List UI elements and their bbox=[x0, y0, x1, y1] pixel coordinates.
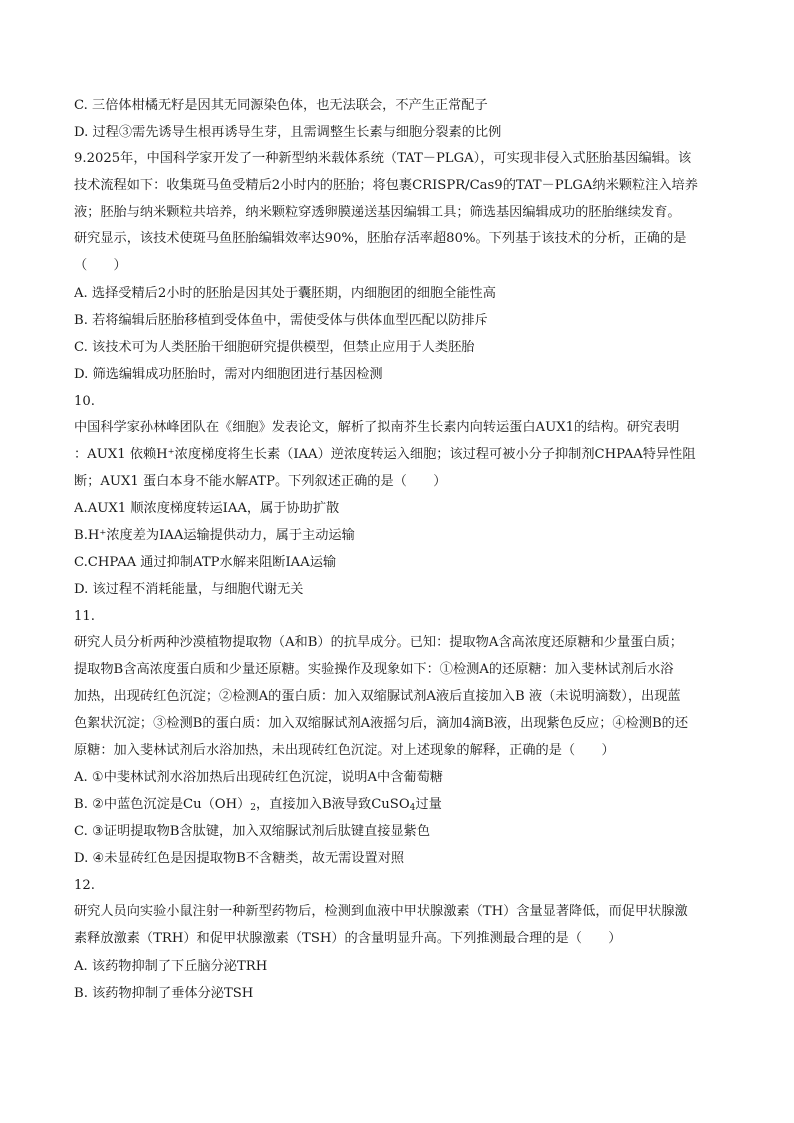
q12-option-b: B. 该药物抑制了垂体分泌TSH bbox=[74, 985, 254, 1001]
page-content bbox=[74, 92, 726, 1007]
q9-stem-line: 技术流程如下：收集斑马鱼受精后2小时内的胚胎；将包裹CRISPR/Cas9的TAT－PLGA纳米颗粒注入培养 bbox=[74, 177, 698, 193]
q12-number: 12. bbox=[74, 878, 95, 894]
q10-option-d: D. 该过程不消耗能量，与细胞代谢无关 bbox=[74, 582, 304, 598]
q10-option-a: A.AUX1 顺浓度梯度转运IAA，属于协助扩散 bbox=[74, 501, 340, 517]
q10-stem-line: ：AUX1 依赖H⁺浓度梯度将生长素（IAA）逆浓度转运入细胞；该过程可被小分子抑制剂CHPAA特异性阻 bbox=[74, 446, 696, 462]
q10-stem-line: 中国科学家孙林峰团队在《细胞》发表论文，解析了拟南芥生长素内向转运蛋白AUX1的结构。研究表明 bbox=[74, 419, 680, 435]
q9-option-a: A. 选择受精后2小时的胚胎是因其处于囊胚期，内细胞团的细胞全能性高 bbox=[74, 285, 496, 301]
q11-option-d: D. ④未显砖红色是因提取物B不含糖类，故无需设置对照 bbox=[74, 851, 405, 867]
question-9 bbox=[74, 146, 726, 388]
q11-stem-line: 提取物B含高浓度蛋白质和少量还原糖。实验操作及现象如下：①检测A的还原糖：加入斐林试剂后水浴 bbox=[74, 662, 674, 678]
q11-option-b-suffix: 过量 bbox=[415, 797, 442, 813]
question-12 bbox=[74, 872, 726, 1007]
q11-option-b-sub-2: 2 bbox=[250, 803, 257, 814]
q9-stem-line: 研究显示，该技术使斑马鱼胚胎编辑效率达90%，胚胎存活率超80%。下列基于该技术的分析，正确的是 bbox=[74, 231, 687, 247]
q12-option-a: A. 该药物抑制了下丘脑分泌TRH bbox=[74, 958, 268, 974]
q11-option-b-prefix: B. ②中蓝色沉淀是Cu（OH） bbox=[74, 797, 251, 813]
q11-option-b bbox=[74, 791, 726, 818]
q11-stem-line: 研究人员分析两种沙漠植物提取物（A和B）的抗旱成分。已知：提取物A含高浓度还原糖和少量蛋白质； bbox=[74, 635, 683, 651]
q9-stem-line: 9.2025年，中国科学家开发了一种新型纳米载体系统（TAT－PLGA），可实现非侵入式胚胎基因编辑。该 bbox=[74, 151, 692, 166]
q11-option-b-sub-4: 4 bbox=[409, 803, 416, 814]
q8-option-c: C. 三倍体柑橘无籽是因其无同源染色体，也无法联会，不产生正常配子 bbox=[74, 98, 488, 113]
q11-stem-line: 色絮状沉淀；③检测B的蛋白质：加入双缩脲试剂A液摇匀后，滴加4滴B液，出现紫色反应；④检测B的还 bbox=[74, 715, 689, 731]
q12-stem-line: 研究人员向实验小鼠注射一种新型药物后，检测到血液中甲状腺激素（TH）含量显著降低，而促甲状腺激 bbox=[74, 904, 688, 920]
q9-option-d: D. 筛选编辑成功胚胎时，需对内细胞团进行基因检测 bbox=[74, 366, 383, 382]
q11-stem-line: 原糖：加入斐林试剂后水浴加热，未出现砖红色沉淀。对上述现象的解释，正确的是（ ） bbox=[74, 742, 615, 758]
q9-answer-blank: （ ） bbox=[74, 258, 127, 274]
q10-option-b: B.H⁺浓度差为IAA运输提供动力，属于主动运输 bbox=[74, 528, 355, 544]
q9-stem-line: 液；胚胎与纳米颗粒共培养，纳米颗粒穿透卵膜递送基因编辑工具；筛选基因编辑成功的胚胎继续发育。 bbox=[74, 204, 681, 220]
q10-stem-line: 断；AUX1 蛋白本身不能水解ATP。下列叙述正确的是（ ） bbox=[74, 473, 447, 489]
q11-option-b-mid: ，直接加入B液导致CuSO bbox=[256, 797, 410, 813]
q11-stem-line: 加热，出现砖红色沉淀；②检测A的蛋白质：加入双缩脲试剂A液后直接加入B 液（未说明滴数），出现蓝 bbox=[74, 688, 681, 704]
q10-option-c: C.CHPAA 通过抑制ATP水解来阻断IAA运输 bbox=[74, 555, 337, 571]
q10-number: 10. bbox=[74, 393, 95, 409]
q11-option-a: A. ①中斐林试剂水浴加热后出现砖红色沉淀，说明A中含葡萄糖 bbox=[74, 770, 443, 786]
q9-option-c: C. 该技术可为人类胚胎干细胞研究提供模型，但禁止应用于人类胚胎 bbox=[74, 339, 475, 355]
q8-option-d: D. 过程③需先诱导生根再诱导生芽，且需调整生长素与细胞分裂素的比例 bbox=[74, 125, 502, 140]
q12-stem-line: 素释放激素（TRH）和促甲状腺激素（TSH）的含量明显升高。下列推测最合理的是（ ） bbox=[74, 931, 622, 947]
q9-option-b: B. 若将编辑后胚胎移植到受体鱼中，需使受体与供体血型匹配以防排斥 bbox=[74, 312, 488, 328]
question-10 bbox=[74, 388, 726, 603]
q11-option-c: C. ③证明提取物B含肽键，加入双缩脲试剂后肽键直接显紫色 bbox=[74, 824, 431, 840]
question-11 bbox=[74, 603, 726, 872]
q11-number: 11. bbox=[74, 609, 95, 625]
